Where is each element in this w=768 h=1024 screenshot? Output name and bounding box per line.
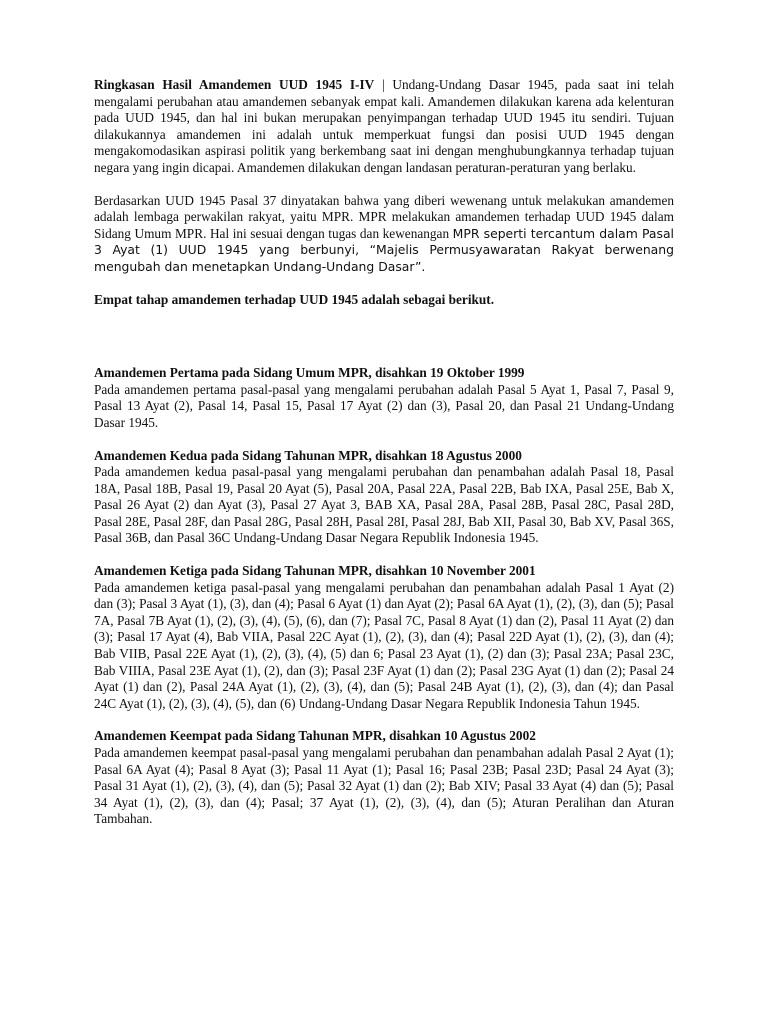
authority-text: Berdasarkan UUD 1945 Pasal 37 dinyatakan bahwa yang diberi wewenang untuk melakukan amandemen adalah lembaga perwakilan rakyat, yaitu MPR. MPR melakukan amandemen terhadap UUD 1945 dalam Sidang Umum MPR. Hal ini sesuai dengan tugas dan kewenangan bbox=[94, 192, 674, 241]
amendment-section-1 bbox=[94, 365, 674, 431]
intro-paragraph bbox=[94, 77, 674, 177]
amendment-body-1: Pada amandemen pertama pasal-pasal yang mengalami perubahan adalah Pasal 5 Ayat 1, Pasal 7, Pasal 9, Pasal 13 Ayat (2), Pasal 14, Pasal 15, Pasal 17 Ayat (2) dan (3), Pasal 20, dan Pasal 21 Undang-Undang Dasar 1945. bbox=[94, 381, 674, 430]
amendment-body-4: Pada amandemen keempat pasal-pasal yang mengalami perubahan dan penambahan adalah Pasal 2 Ayat (1); Pasal 6A Ayat (4); Pasal 8 Ayat (3); Pasal 11 Ayat (1); Pasal 16; Pasal 23B; Pasal 23D; Pasal 24 Ayat (3); Pasal 31 Ayat (1), (2), (3), (4), dan (5); Pasal 32 Ayat (1) dan (2); Bab XIV; Pasal 33 Ayat (4) dan (5); Pasal 34 Ayat (1), (2), (3), dan (4); Pasal; 37 Ayat (1), (2), (3), (4), dan (5); Aturan Peralihan dan Aturan Tambahan. bbox=[94, 745, 674, 827]
document-page bbox=[94, 77, 674, 828]
intro-text: Undang-Undang Dasar 1945, pada saat ini telah mengalami perubahan atau amandemen sebanyak empat kali. Amandemen dilakukan karena ada kelenturan pada UUD 1945, dan hal ini bukan merupakan penyimpangan terhadap UUD 1945 itu sendiri. Tujuan dilakukannya amandemen ini adalah untuk memperkuat fungsi dan posisi UUD 1945 dengan mengakomodasikan aspirasi politik yang berkembang saat ini dengan menghubungkannya terhadap tujuan negara yang ingin dicapai. Amandemen dilakukan dengan landasan peraturan-peraturan yang berlaku. bbox=[94, 77, 675, 175]
title-separator: | bbox=[374, 77, 393, 92]
amendment-section-3 bbox=[94, 563, 674, 712]
amendment-heading-2: Amandemen Kedua pada Sidang Tahunan MPR, disahkan 18 Agustus 2000 bbox=[94, 447, 522, 463]
amendment-heading-1: Amandemen Pertama pada Sidang Umum MPR, disahkan 19 Oktober 1999 bbox=[94, 365, 525, 381]
amendment-heading-3: Amandemen Ketiga pada Sidang Tahunan MPR, disahkan 10 November 2001 bbox=[94, 563, 536, 579]
amendment-body-2: Pada amandemen kedua pasal-pasal yang mengalami perubahan dan penambahan adalah Pasal 18, Pasal 18A, Pasal 18B, Pasal 19, Pasal 20 Ayat (5), Pasal 20A, Pasal 22A, Pasal 22B, Bab IXA, Pasal 25E, Bab X, Pasal 26 Ayat (2) dan Ayat (3), Pasal 27 Ayat 3, BAB XA, Pasal 28A, Pasal 28B, Pasal 28C, Pasal 28D, Pasal 28E, Pasal 28F, dan Pasal 28G, Pasal 28H, Pasal 28I, Pasal 28J, Bab XII, Pasal 30, Bab XV, Pasal 36S, Pasal 36B, dan Pasal 36C Undang-Undang Dasar Negara Republik Indonesia 1945. bbox=[94, 464, 674, 546]
stages-heading: Empat tahap amandemen terhadap UUD 1945 adalah sebagai berikut. bbox=[94, 291, 495, 307]
document-title: Ringkasan Hasil Amandemen UUD 1945 I-IV bbox=[94, 77, 375, 92]
amendment-section-2 bbox=[94, 448, 674, 548]
amendment-body-3: Pada amandemen ketiga pasal-pasal yang mengalami perubahan dan penambahan adalah Pasal 1 Ayat (2) dan (3); Pasal 3 Ayat (1), (3), dan (4); Pasal 6 Ayat (1) dan Ayat (2); Pasal 6A Ayat (1), (2), (3), dan (5); Pasal 7A, Pasal 7B Ayat (1), (2), (3), (4), (5), (6), dan (7); Pasal 7C, Pasal 8 Ayat (1) dan (2), Pasal 11 Ayat (2) dan (3); Pasal 17 Ayat (4), Bab VIIA, Pasal 22C Ayat (1), (2), (3), dan (4); Pasal 22D Ayat (1), (2), (3), dan (4); Bab VIIB, Pasal 22E Ayat (1), (2), (3), (4), (5) dan 6; Pasal 23 Ayat (1), (2) dan (3); Pasal 23A; Pasal 23C, Bab VIIIA, Pasal 23E Ayat (1), (2), dan (3); Pasal 23F Ayat (1) dan (2); Pasal 23G Ayat (1) dan (2); Pasal 24 Ayat (1) dan (2), Pasal 24A Ayat (1), (2), (3), (4), dan (5); Pasal 24B Ayat (1), (2), (3), dan (4); dan Pasal 24C Ayat (1), (2), (3), (4), (5), dan (6) Undang-Undang Dasar Negara Republik Indonesia Tahun 1945. bbox=[94, 579, 674, 711]
authority-quote: MPR seperti tercantum dalam Pasal 3 Ayat (1) UUD 1945 yang berbunyi, “Majelis Permusyawaratan Rakyat berwenang mengubah dan menetapkan Undang-Undang Dasar”. bbox=[94, 225, 674, 274]
amendment-heading-4: Amandemen Keempat pada Sidang Tahunan MPR, disahkan 10 Agustus 2002 bbox=[94, 728, 536, 744]
amendment-section-4 bbox=[94, 728, 674, 828]
authority-paragraph bbox=[94, 193, 674, 276]
